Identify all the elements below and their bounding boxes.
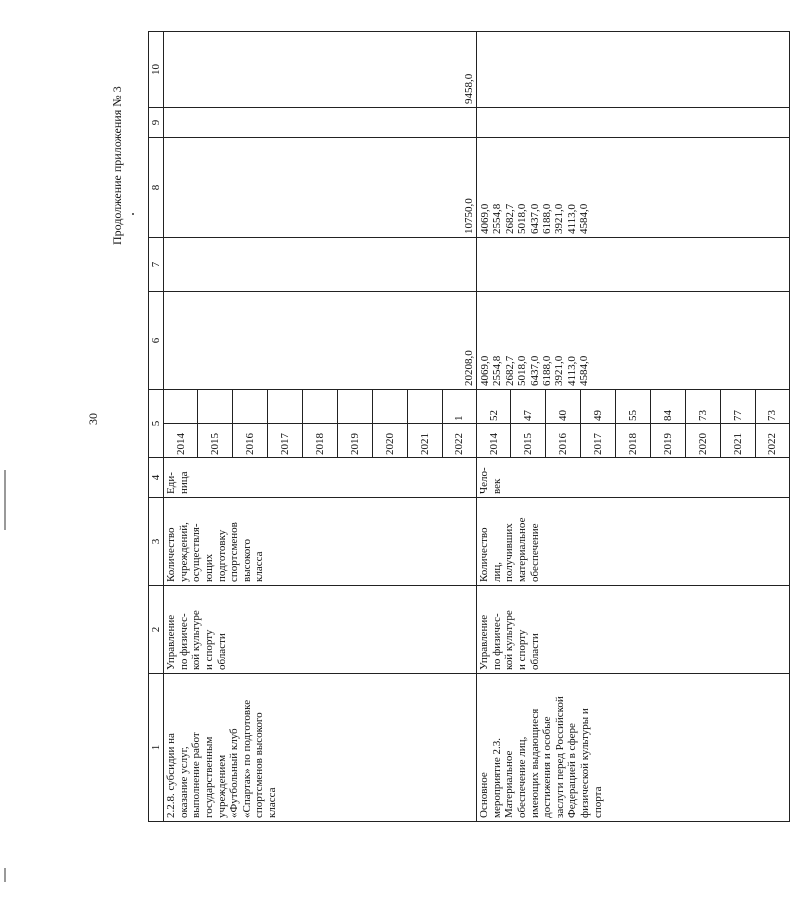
column-number: 7 (149, 238, 164, 292)
year-value: 55 (616, 390, 651, 424)
year: 2021 (407, 424, 442, 458)
year-value (268, 390, 303, 424)
table-row (477, 32, 790, 822)
col7-value (164, 238, 477, 292)
indicator-cell: Количество учреждений, осуществля- ющих подготовку спортсменов высокого класса (164, 498, 477, 586)
unit-cell: Чело- век (477, 458, 790, 498)
activity-cell: 2.2.8. субсидии на оказание услуг, выполнение работ государственным учреждением «Футбольный клуб «Спартак» по подготовке спортсменов высокого класса (164, 674, 477, 822)
year-value: 49 (581, 390, 616, 424)
scan-speck (132, 213, 134, 215)
year-value: 84 (650, 390, 685, 424)
column-number: 9 (149, 108, 164, 138)
column-number: 4 (149, 458, 164, 498)
year-value (372, 390, 407, 424)
executor-cell: Управление по физичес- кой культуре и спорту области (477, 586, 790, 674)
col6-value: 4069,0 2554,8 2682,7 5018,0 6437,0 6188,0 3921,0 4113,0 4584,0 (477, 292, 790, 390)
year: 2019 (650, 424, 685, 458)
unit-cell: Еди- ница (164, 458, 477, 498)
year: 2015 (511, 424, 546, 458)
col8-value: 4069,0 2554,8 2682,7 5018,0 6437,0 6188,0 3921,0 4113,0 4584,0 (477, 138, 790, 238)
year-subtable (164, 390, 476, 457)
scan-edge-mark (4, 470, 6, 530)
year-value (303, 390, 338, 424)
column-number: 2 (149, 586, 164, 674)
year: 2021 (720, 424, 755, 458)
year-value: 73 (685, 390, 720, 424)
year-value: 77 (720, 390, 755, 424)
appendix-continuation-note: Продолжение приложения № 3 (110, 86, 124, 245)
year-value: 47 (511, 390, 546, 424)
year-value: 40 (546, 390, 581, 424)
column-number: 10 (149, 32, 164, 108)
col10-value: 9458,0 (164, 32, 477, 108)
year-value: 52 (477, 390, 511, 424)
year: 2017 (268, 424, 303, 458)
year: 2015 (198, 424, 233, 458)
year-subtable (477, 390, 789, 457)
year: 2018 (303, 424, 338, 458)
page-number: 30 (86, 413, 100, 425)
col9-value (477, 108, 790, 138)
col7-value (477, 238, 790, 292)
scan-edge-mark (4, 868, 6, 882)
year-value (233, 390, 268, 424)
year: 2020 (685, 424, 720, 458)
executor-cell: Управление по физичес- кой культуре и спорту области (164, 586, 477, 674)
year: 2016 (233, 424, 268, 458)
col6-value: 20208,0 (164, 292, 477, 390)
year: 2022 (755, 424, 789, 458)
column-number-row (149, 32, 164, 822)
col10-value (477, 32, 790, 108)
year: 2022 (442, 424, 476, 458)
column-number: 6 (149, 292, 164, 390)
year: 2018 (616, 424, 651, 458)
table-row (164, 32, 477, 822)
column-number: 1 (149, 674, 164, 822)
year: 2014 (164, 424, 198, 458)
year: 2017 (581, 424, 616, 458)
column-number: 3 (149, 498, 164, 586)
year-value (407, 390, 442, 424)
activity-cell: Основное мероприятие 2.3. Материальное обеспечение лиц, имеющих выдающиеся достижения и особые заслуги перед Российской Федерацией в сфере физической культуры и спорта (477, 674, 790, 822)
year-value (337, 390, 372, 424)
col8-value: 10750,0 (164, 138, 477, 238)
year-value-cell (164, 390, 477, 458)
column-number: 5 (149, 390, 164, 458)
program-table (148, 31, 790, 822)
col9-value (164, 108, 477, 138)
year-value-cell (477, 390, 790, 458)
year-value (164, 390, 198, 424)
indicator-cell: Количество лиц, получивших материальное обеспечение (477, 498, 790, 586)
year: 2020 (372, 424, 407, 458)
year-value: 1 (442, 390, 476, 424)
year: 2016 (546, 424, 581, 458)
year-value: 73 (755, 390, 789, 424)
year: 2014 (477, 424, 511, 458)
rotated-table-wrapper (148, 32, 779, 822)
year-value (198, 390, 233, 424)
column-number: 8 (149, 138, 164, 238)
year: 2019 (337, 424, 372, 458)
